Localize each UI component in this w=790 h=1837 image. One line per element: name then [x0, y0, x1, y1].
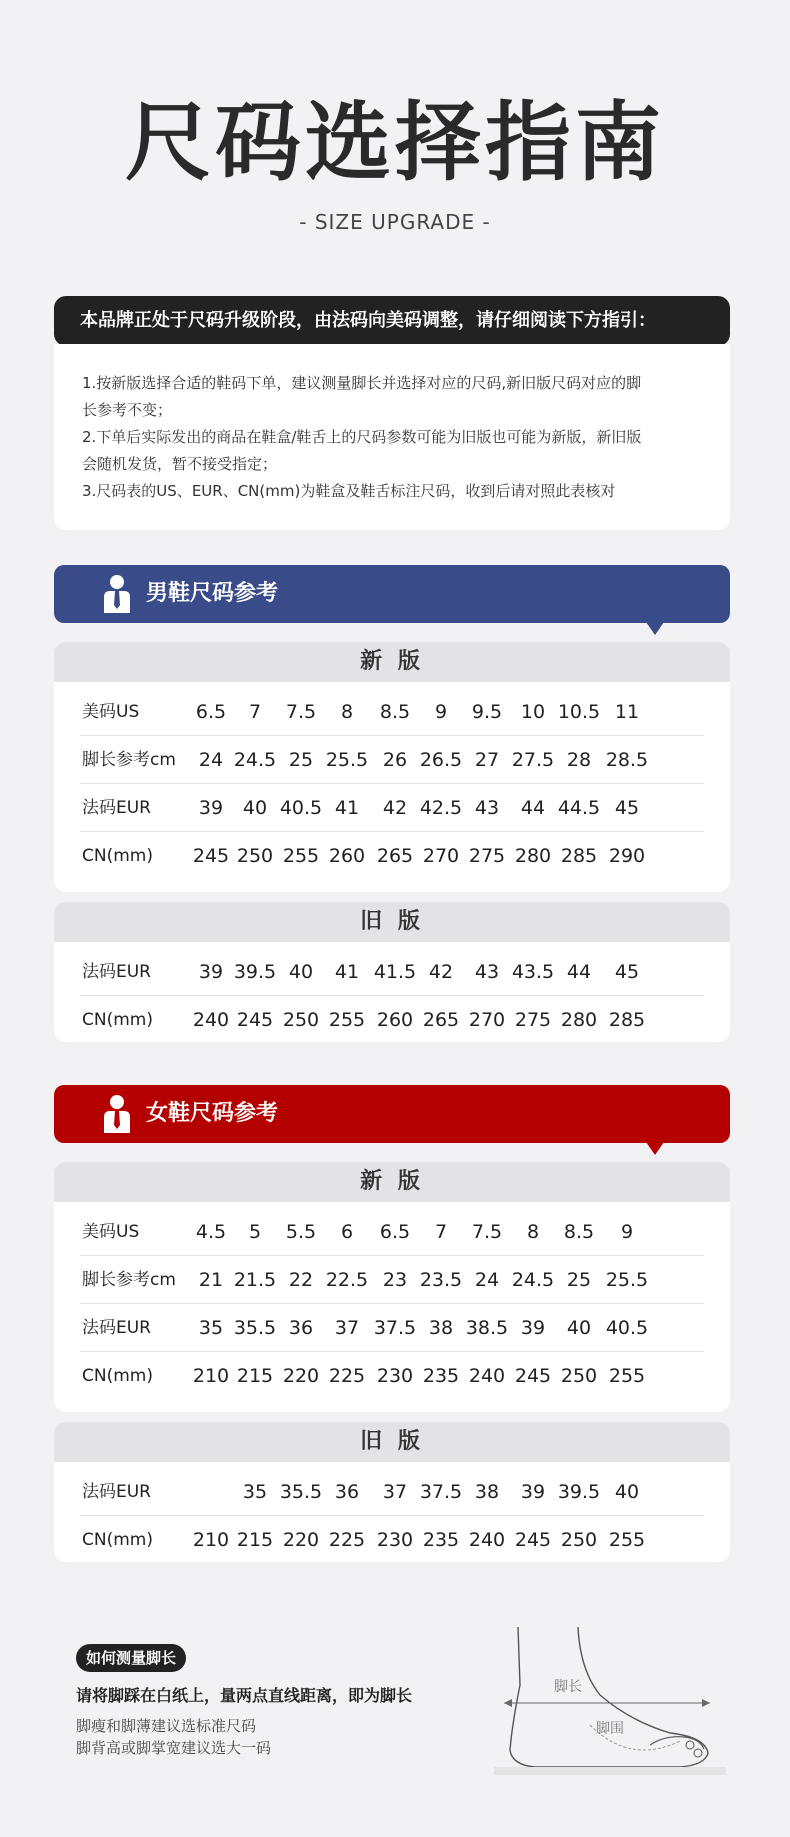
notice-line: 长参考不变；: [82, 401, 173, 419]
table-row: [80, 948, 704, 996]
size-cell: 8.5: [379, 701, 411, 723]
size-cell: 210: [192, 1365, 230, 1387]
row-label: 法码EUR: [82, 1318, 151, 1338]
size-cell: 22.5: [325, 1269, 369, 1291]
size-cell: 37.5: [419, 1481, 463, 1503]
figure-girth-label: 脚围: [596, 1721, 624, 1737]
table-row: [80, 1208, 704, 1256]
size-cell: 39.5: [233, 961, 277, 983]
size-cell: 245: [514, 1365, 552, 1387]
size-cell: 36: [334, 1481, 360, 1503]
size-cell: 5.5: [285, 1221, 317, 1243]
table-row: [80, 1468, 704, 1516]
size-cell: 25: [288, 749, 314, 771]
size-cell: 40: [566, 1317, 592, 1339]
size-cell: 43.5: [511, 961, 555, 983]
size-cell: 25.5: [325, 749, 369, 771]
table-row: [80, 1304, 704, 1352]
size-cell: 35: [198, 1317, 224, 1339]
size-cell: 5: [248, 1221, 262, 1243]
size-cell: 41.5: [373, 961, 417, 983]
size-cell: 40: [242, 797, 268, 819]
size-cell: 24: [198, 749, 224, 771]
size-cell: 285: [560, 845, 598, 867]
page-title: 尺码选择指南: [125, 93, 665, 193]
size-cell: 280: [560, 1009, 598, 1031]
size-cell: 39: [198, 797, 224, 819]
size-cell: 42: [382, 797, 408, 819]
row-label: CN(mm): [82, 846, 153, 866]
notice-line: 3.尺码表的US、EUR、CN(mm)为鞋盒及鞋舌标注尺码，收到后请对照此表核对: [82, 482, 616, 500]
table-version-header: 旧 版: [54, 902, 730, 942]
size-cell: 24: [474, 1269, 500, 1291]
women-old-table: [54, 1422, 730, 1562]
size-cell: 215: [236, 1365, 274, 1387]
size-cell: 45: [614, 797, 640, 819]
row-label: 美码US: [82, 702, 140, 722]
size-cell: 260: [376, 1009, 414, 1031]
size-cell: 24.5: [511, 1269, 555, 1291]
size-cell: 22: [288, 1269, 314, 1291]
size-cell: 25.5: [605, 1269, 649, 1291]
measure-instruction: 请将脚踩在白纸上，量两点直线距离，即为脚长: [76, 1686, 413, 1705]
size-cell: 210: [192, 1529, 230, 1551]
size-cell: 26: [382, 749, 408, 771]
person-tie-icon: [102, 1093, 132, 1135]
size-cell: 255: [282, 845, 320, 867]
size-cell: 45: [614, 961, 640, 983]
row-label: CN(mm): [82, 1010, 153, 1030]
size-cell: 27: [474, 749, 500, 771]
size-cell: 255: [328, 1009, 366, 1031]
size-cell: 290: [608, 845, 646, 867]
size-cell: 21: [198, 1269, 224, 1291]
measure-tip-1: 脚瘦和脚薄建议选标准尺码: [76, 1717, 257, 1735]
notice-line: 1.按新版选择合适的鞋码下单，建议测量脚长并选择对应的尺码,新旧版尺码对应的脚: [82, 374, 642, 392]
size-cell: 38: [428, 1317, 454, 1339]
size-cell: 11: [614, 701, 640, 723]
table-row: [80, 688, 704, 736]
size-cell: 10: [520, 701, 546, 723]
size-cell: 38: [474, 1481, 500, 1503]
size-cell: 250: [282, 1009, 320, 1031]
size-cell: 280: [514, 845, 552, 867]
size-cell: 230: [376, 1365, 414, 1387]
size-cell: 7.5: [285, 701, 317, 723]
table-row: [80, 784, 704, 832]
size-cell: 35: [242, 1481, 268, 1503]
size-cell: 39: [520, 1317, 546, 1339]
size-cell: 27.5: [511, 749, 555, 771]
size-cell: 265: [376, 845, 414, 867]
women-size-band: [54, 1085, 730, 1143]
size-cell: 37: [382, 1481, 408, 1503]
size-cell: 220: [282, 1529, 320, 1551]
size-cell: 43: [474, 797, 500, 819]
figure-length-label: 脚长: [554, 1679, 582, 1695]
size-cell: 35.5: [233, 1317, 277, 1339]
band-pointer: [646, 1142, 664, 1155]
row-label: 美码US: [82, 1222, 140, 1242]
table-row: [80, 996, 704, 1042]
foot-measure-illustration: [490, 1625, 730, 1775]
table-version-header: 旧 版: [54, 1422, 730, 1462]
women-new-table: [54, 1162, 730, 1412]
size-cell: 40: [288, 961, 314, 983]
size-cell: 7: [434, 1221, 448, 1243]
size-cell: 240: [468, 1365, 506, 1387]
size-cell: 44: [520, 797, 546, 819]
size-cell: 235: [422, 1365, 460, 1387]
size-cell: 43: [474, 961, 500, 983]
table-version-header: 新 版: [54, 1162, 730, 1202]
size-cell: 39: [520, 1481, 546, 1503]
size-cell: 270: [422, 845, 460, 867]
size-cell: 230: [376, 1529, 414, 1551]
men-new-table: [54, 642, 730, 892]
size-cell: 225: [328, 1529, 366, 1551]
size-cell: 23: [382, 1269, 408, 1291]
size-cell: 23.5: [419, 1269, 463, 1291]
size-cell: 6.5: [379, 1221, 411, 1243]
row-label: 法码EUR: [82, 798, 151, 818]
size-cell: 40.5: [605, 1317, 649, 1339]
notice-heading: 本品牌正处于尺码升级阶段，由法码向美码调整，请仔细阅读下方指引：: [54, 296, 730, 346]
row-label: 法码EUR: [82, 1482, 151, 1502]
size-cell: 275: [514, 1009, 552, 1031]
size-cell: 275: [468, 845, 506, 867]
size-cell: 40.5: [279, 797, 323, 819]
size-cell: 10.5: [557, 701, 601, 723]
size-cell: 44: [566, 961, 592, 983]
size-cell: 235: [422, 1529, 460, 1551]
size-cell: 4.5: [195, 1221, 227, 1243]
size-cell: 42.5: [419, 797, 463, 819]
size-cell: 39.5: [557, 1481, 601, 1503]
size-cell: 6: [340, 1221, 354, 1243]
size-cell: 270: [468, 1009, 506, 1031]
size-cell: 25: [566, 1269, 592, 1291]
size-cell: 37.5: [373, 1317, 417, 1339]
notice-line: 会随机发货，暂不接受指定；: [82, 455, 278, 473]
size-cell: 250: [560, 1365, 598, 1387]
size-cell: 250: [560, 1529, 598, 1551]
table-row: [80, 1352, 704, 1400]
size-cell: 9.5: [471, 701, 503, 723]
size-cell: 6.5: [195, 701, 227, 723]
size-cell: 8.5: [563, 1221, 595, 1243]
page-subtitle: - SIZE UPGRADE -: [299, 210, 491, 234]
size-cell: 24.5: [233, 749, 277, 771]
size-cell: 245: [236, 1009, 274, 1031]
size-cell: 8: [340, 701, 354, 723]
size-cell: 9: [434, 701, 448, 723]
size-cell: 250: [236, 845, 274, 867]
size-cell: 7.5: [471, 1221, 503, 1243]
size-cell: 7: [248, 701, 262, 723]
person-tie-icon: [102, 573, 132, 615]
band-pointer: [646, 622, 664, 635]
size-cell: 41: [334, 797, 360, 819]
size-cell: 260: [328, 845, 366, 867]
size-cell: 39: [198, 961, 224, 983]
size-cell: 42: [428, 961, 454, 983]
notice-line: 2.下单后实际发出的商品在鞋盒/鞋舌上的尺码参数可能为旧版也可能为新版，新旧版: [82, 428, 642, 446]
row-label: 法码EUR: [82, 962, 151, 982]
size-cell: 9: [620, 1221, 634, 1243]
size-cell: 40: [614, 1481, 640, 1503]
table-row: [80, 736, 704, 784]
size-cell: 37: [334, 1317, 360, 1339]
women-band-label: 女鞋尺码参考: [146, 1101, 279, 1126]
size-cell: 240: [468, 1529, 506, 1551]
notice-body: [54, 344, 730, 530]
men-band-label: 男鞋尺码参考: [146, 581, 279, 606]
measure-tip-2: 脚背高或脚掌宽建议选大一码: [76, 1739, 272, 1757]
size-cell: 21.5: [233, 1269, 277, 1291]
men-size-band: [54, 565, 730, 623]
size-cell: 215: [236, 1529, 274, 1551]
row-label: 脚长参考cm: [82, 750, 176, 770]
size-cell: 41: [334, 961, 360, 983]
size-cell: 225: [328, 1365, 366, 1387]
row-label: CN(mm): [82, 1366, 153, 1386]
row-label: 脚长参考cm: [82, 1270, 176, 1290]
size-cell: 28.5: [605, 749, 649, 771]
size-cell: 35.5: [279, 1481, 323, 1503]
table-version-header: 新 版: [54, 642, 730, 682]
size-cell: 245: [514, 1529, 552, 1551]
size-cell: 240: [192, 1009, 230, 1031]
size-cell: 220: [282, 1365, 320, 1387]
table-row: [80, 1516, 704, 1562]
size-cell: 26.5: [419, 749, 463, 771]
measure-tag: 如何测量脚长: [76, 1644, 186, 1672]
size-cell: 265: [422, 1009, 460, 1031]
size-cell: 245: [192, 845, 230, 867]
size-cell: 8: [526, 1221, 540, 1243]
row-label: CN(mm): [82, 1530, 153, 1550]
size-cell: 44.5: [557, 797, 601, 819]
table-row: [80, 1256, 704, 1304]
size-cell: 36: [288, 1317, 314, 1339]
size-cell: 255: [608, 1529, 646, 1551]
men-old-table: [54, 902, 730, 1042]
table-row: [80, 832, 704, 880]
size-cell: 285: [608, 1009, 646, 1031]
size-cell: 28: [566, 749, 592, 771]
size-cell: 38.5: [465, 1317, 509, 1339]
size-cell: 255: [608, 1365, 646, 1387]
